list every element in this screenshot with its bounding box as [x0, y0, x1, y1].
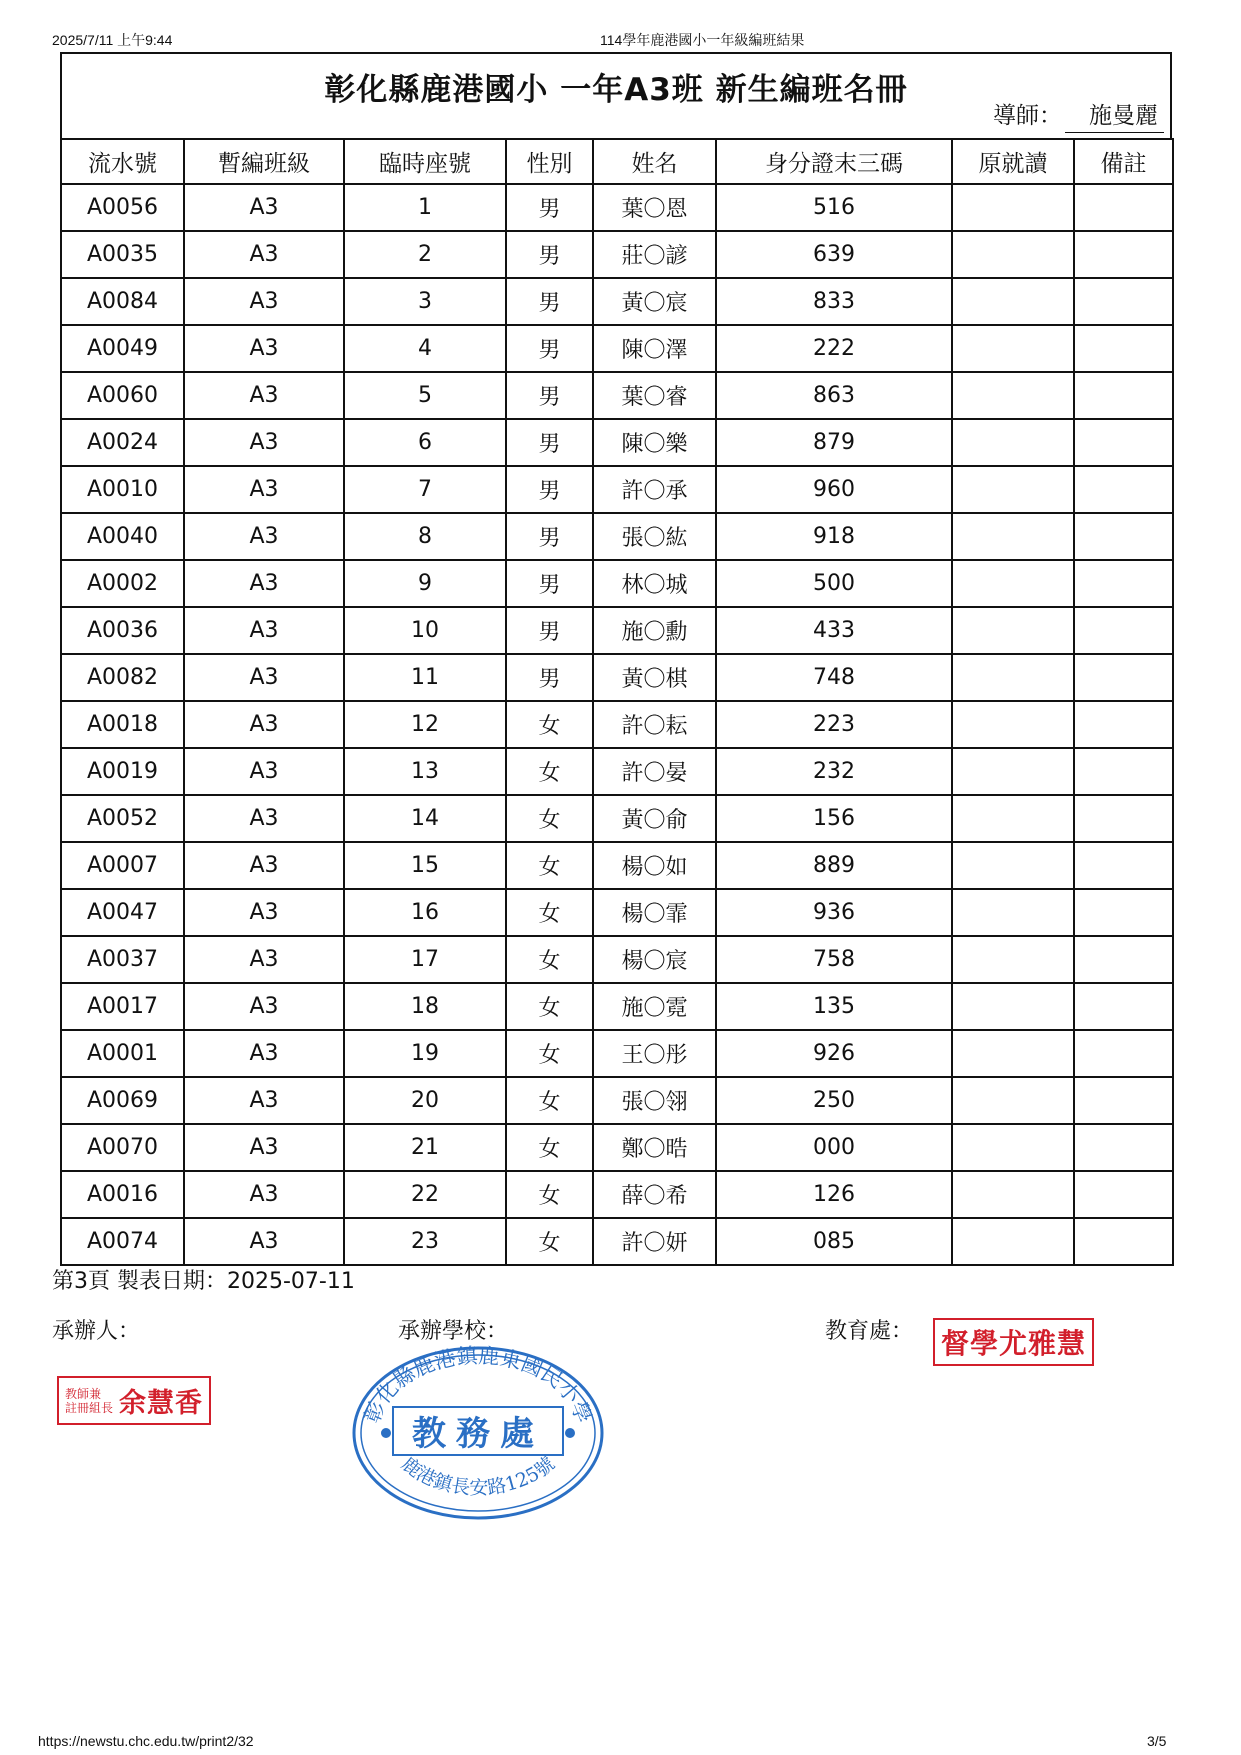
table-cell: 楊〇霏	[593, 889, 716, 936]
table-cell: A3	[184, 466, 344, 513]
table-cell: 223	[716, 701, 952, 748]
table-cell: 女	[506, 983, 593, 1030]
table-cell: A3	[184, 1077, 344, 1124]
table-cell: 楊〇宸	[593, 936, 716, 983]
table-cell	[952, 560, 1074, 607]
table-row	[61, 795, 1173, 842]
table-body	[61, 184, 1173, 1265]
table-cell	[952, 748, 1074, 795]
table-cell: 女	[506, 1171, 593, 1218]
table-cell: 黃〇俞	[593, 795, 716, 842]
table-cell: A0019	[61, 748, 184, 795]
table-cell: 3	[344, 278, 506, 325]
table-cell: 男	[506, 419, 593, 466]
table-cell	[1074, 1124, 1173, 1171]
table-row	[61, 701, 1173, 748]
table-cell: 8	[344, 513, 506, 560]
table-cell: 女	[506, 1030, 593, 1077]
table-cell: A0060	[61, 372, 184, 419]
table-row	[61, 466, 1173, 513]
table-cell: A3	[184, 748, 344, 795]
roster-table	[60, 138, 1174, 1266]
table-cell: 13	[344, 748, 506, 795]
table-cell	[1074, 795, 1173, 842]
table-cell	[952, 231, 1074, 278]
table-row	[61, 889, 1173, 936]
table-cell: 000	[716, 1124, 952, 1171]
table-cell: 男	[506, 654, 593, 701]
table-cell: A3	[184, 1030, 344, 1077]
table-cell: 男	[506, 513, 593, 560]
table-cell: 葉〇恩	[593, 184, 716, 231]
table-cell: 女	[506, 701, 593, 748]
table-cell: 男	[506, 278, 593, 325]
table-cell: 10	[344, 607, 506, 654]
table-cell	[1074, 748, 1173, 795]
table-cell: 4	[344, 325, 506, 372]
table-cell: 女	[506, 1077, 593, 1124]
table-cell: 250	[716, 1077, 952, 1124]
table-cell: A3	[184, 795, 344, 842]
table-cell: A0037	[61, 936, 184, 983]
table-cell: A0056	[61, 184, 184, 231]
table-cell	[952, 1218, 1074, 1265]
column-header: 備註	[1074, 139, 1173, 184]
table-cell: A3	[184, 654, 344, 701]
table-cell: A0052	[61, 795, 184, 842]
table-cell: 23	[344, 1218, 506, 1265]
table-cell: A0024	[61, 419, 184, 466]
table-row	[61, 654, 1173, 701]
table-cell: 許〇妍	[593, 1218, 716, 1265]
table-cell	[1074, 513, 1173, 560]
table-cell: A3	[184, 1218, 344, 1265]
table-cell	[952, 419, 1074, 466]
table-cell	[952, 513, 1074, 560]
table-cell: 鄭〇晧	[593, 1124, 716, 1171]
table-cell: A0070	[61, 1124, 184, 1171]
print-timestamp: 2025/7/11 上午9:44	[52, 32, 173, 48]
table-cell: 11	[344, 654, 506, 701]
table-row	[61, 560, 1173, 607]
table-cell: 黃〇棋	[593, 654, 716, 701]
table-cell: 張〇翎	[593, 1077, 716, 1124]
table-cell: 施〇霓	[593, 983, 716, 1030]
table-row	[61, 1171, 1173, 1218]
table-cell: A3	[184, 983, 344, 1030]
table-cell: A3	[184, 278, 344, 325]
table-cell	[1074, 607, 1173, 654]
table-cell: 男	[506, 607, 593, 654]
made-date: 第3頁 製表日期：2025-07-11	[52, 1269, 355, 1294]
table-cell: A0007	[61, 842, 184, 889]
handler-stamp-name: 余慧香	[119, 1388, 204, 1419]
table-cell: A0069	[61, 1077, 184, 1124]
table-cell	[1074, 184, 1173, 231]
handler-stamp-title-1: 教師兼	[65, 1386, 102, 1401]
table-row	[61, 1218, 1173, 1265]
table-cell	[952, 184, 1074, 231]
table-cell: 926	[716, 1030, 952, 1077]
table-cell: 936	[716, 889, 952, 936]
table-cell: A3	[184, 513, 344, 560]
table-cell	[952, 983, 1074, 1030]
table-cell: 833	[716, 278, 952, 325]
table-cell: 22	[344, 1171, 506, 1218]
column-header: 流水號	[61, 139, 184, 184]
table-cell: A0084	[61, 278, 184, 325]
table-row	[61, 231, 1173, 278]
table-cell: A0017	[61, 983, 184, 1030]
table-cell: A3	[184, 936, 344, 983]
table-cell	[1074, 560, 1173, 607]
table-cell: 2	[344, 231, 506, 278]
school-label: 承辦學校：	[398, 1319, 509, 1344]
table-cell: 918	[716, 513, 952, 560]
table-cell: A3	[184, 1171, 344, 1218]
table-cell: 085	[716, 1218, 952, 1265]
table-cell: 楊〇如	[593, 842, 716, 889]
table-cell: 889	[716, 842, 952, 889]
table-cell: A0018	[61, 701, 184, 748]
table-cell: 男	[506, 325, 593, 372]
table-cell: 15	[344, 842, 506, 889]
table-row	[61, 325, 1173, 372]
table-header-row	[61, 139, 1173, 184]
seal-center-text: 教務處	[412, 1414, 544, 1454]
table-row	[61, 1124, 1173, 1171]
edu-inspector-stamp: 督學尤雅慧	[933, 1318, 1094, 1366]
table-cell: 男	[506, 231, 593, 278]
table-cell: 女	[506, 936, 593, 983]
table-row	[61, 607, 1173, 654]
table-cell: 男	[506, 560, 593, 607]
table-cell: 女	[506, 1218, 593, 1265]
table-cell	[1074, 1030, 1173, 1077]
table-cell: 14	[344, 795, 506, 842]
table-cell: 女	[506, 889, 593, 936]
table-cell: A3	[184, 419, 344, 466]
table-cell: 9	[344, 560, 506, 607]
column-header: 姓名	[593, 139, 716, 184]
seal-ring-text: 彰化縣鹿港鎮鹿東國民小學	[359, 1343, 597, 1427]
table-cell: 女	[506, 1124, 593, 1171]
table-cell: 許〇耘	[593, 701, 716, 748]
table-row	[61, 372, 1173, 419]
table-cell	[952, 372, 1074, 419]
table-cell: 748	[716, 654, 952, 701]
table-row	[61, 936, 1173, 983]
table-cell	[1074, 654, 1173, 701]
table-cell: A0002	[61, 560, 184, 607]
table-cell	[952, 795, 1074, 842]
table-cell	[952, 466, 1074, 513]
table-cell: 男	[506, 184, 593, 231]
table-cell: 許〇晏	[593, 748, 716, 795]
table-cell	[952, 1171, 1074, 1218]
table-cell: A0074	[61, 1218, 184, 1265]
table-row	[61, 1077, 1173, 1124]
seal-flower-icon	[565, 1428, 575, 1438]
table-cell: A3	[184, 231, 344, 278]
table-cell: A3	[184, 701, 344, 748]
table-row	[61, 513, 1173, 560]
table-row	[61, 1030, 1173, 1077]
table-cell	[1074, 983, 1173, 1030]
seal-address-text: 鹿港鎮長安路125號	[396, 1452, 560, 1500]
table-cell: A0040	[61, 513, 184, 560]
table-cell: A0036	[61, 607, 184, 654]
table-cell: A0035	[61, 231, 184, 278]
table-cell: 林〇城	[593, 560, 716, 607]
table-cell	[1074, 466, 1173, 513]
handler-label: 承辦人：	[52, 1319, 141, 1344]
table-cell	[952, 654, 1074, 701]
table-cell: 758	[716, 936, 952, 983]
table-cell	[952, 842, 1074, 889]
table-cell	[1074, 278, 1173, 325]
table-cell: 女	[506, 795, 593, 842]
table-cell	[952, 325, 1074, 372]
table-cell: 許〇承	[593, 466, 716, 513]
table-cell: 156	[716, 795, 952, 842]
roster-sheet	[60, 52, 1172, 1266]
table-cell	[1074, 1077, 1173, 1124]
column-header: 性別	[506, 139, 593, 184]
table-cell	[1074, 325, 1173, 372]
table-cell: A3	[184, 184, 344, 231]
teacher-label: 導師：	[993, 103, 1062, 129]
teacher-name: 施曼麗	[1065, 97, 1164, 133]
table-cell	[952, 889, 1074, 936]
table-cell	[952, 936, 1074, 983]
column-header: 原就讀	[952, 139, 1074, 184]
table-cell	[1074, 372, 1173, 419]
page-title: 彰化縣鹿港國小 一年A3班 新生編班名冊	[324, 72, 908, 108]
table-cell: A3	[184, 1124, 344, 1171]
table-cell: A3	[184, 560, 344, 607]
table-cell	[1074, 701, 1173, 748]
table-cell: 6	[344, 419, 506, 466]
table-cell: 516	[716, 184, 952, 231]
table-cell	[1074, 419, 1173, 466]
table-cell: 張〇紘	[593, 513, 716, 560]
table-cell: 879	[716, 419, 952, 466]
table-cell: 21	[344, 1124, 506, 1171]
table-cell: 陳〇樂	[593, 419, 716, 466]
table-cell: A0047	[61, 889, 184, 936]
seal-flower-icon	[381, 1428, 391, 1438]
table-cell	[1074, 842, 1173, 889]
page-url: https://newstu.chc.edu.tw/print2/32	[38, 1733, 254, 1749]
table-cell: 232	[716, 748, 952, 795]
table-cell: A0049	[61, 325, 184, 372]
table-row	[61, 184, 1173, 231]
table-cell: 639	[716, 231, 952, 278]
school-seal-icon	[350, 1333, 606, 1523]
table-cell	[1074, 1218, 1173, 1265]
table-cell: 222	[716, 325, 952, 372]
table-cell: 18	[344, 983, 506, 1030]
table-cell	[1074, 936, 1173, 983]
table-row	[61, 842, 1173, 889]
table-cell	[1074, 1171, 1173, 1218]
table-cell: 5	[344, 372, 506, 419]
table-cell: 女	[506, 748, 593, 795]
table-cell: 男	[506, 372, 593, 419]
table-cell: 500	[716, 560, 952, 607]
table-row	[61, 419, 1173, 466]
table-cell: A0001	[61, 1030, 184, 1077]
table-cell: A3	[184, 325, 344, 372]
table-cell: 16	[344, 889, 506, 936]
table-cell: 20	[344, 1077, 506, 1124]
table-cell: 施〇勳	[593, 607, 716, 654]
table-cell: A0016	[61, 1171, 184, 1218]
table-cell: A3	[184, 842, 344, 889]
edu-office-label: 教育處：	[825, 1319, 914, 1344]
column-header: 身分證末三碼	[716, 139, 952, 184]
table-cell: 王〇彤	[593, 1030, 716, 1077]
table-cell: 薛〇希	[593, 1171, 716, 1218]
table-row	[61, 278, 1173, 325]
table-cell: 135	[716, 983, 952, 1030]
table-cell	[952, 607, 1074, 654]
handler-stamp-title-2: 註冊組長	[65, 1400, 114, 1415]
table-cell: 7	[344, 466, 506, 513]
table-cell: 男	[506, 466, 593, 513]
column-header: 臨時座號	[344, 139, 506, 184]
table-cell: 960	[716, 466, 952, 513]
table-cell: 葉〇睿	[593, 372, 716, 419]
table-cell	[952, 1030, 1074, 1077]
table-cell: 126	[716, 1171, 952, 1218]
table-cell: 12	[344, 701, 506, 748]
table-cell: 陳〇澤	[593, 325, 716, 372]
table-cell: A0082	[61, 654, 184, 701]
table-cell: 1	[344, 184, 506, 231]
page-counter: 3/5	[1147, 1733, 1167, 1749]
table-cell: A3	[184, 889, 344, 936]
table-cell	[952, 1077, 1074, 1124]
table-cell	[952, 278, 1074, 325]
table-cell: 莊〇諺	[593, 231, 716, 278]
title-block	[60, 52, 1172, 138]
table-cell: A3	[184, 372, 344, 419]
table-row	[61, 983, 1173, 1030]
handler-stamp	[57, 1376, 211, 1425]
column-header: 暫編班級	[184, 139, 344, 184]
table-cell	[952, 1124, 1074, 1171]
table-cell: 19	[344, 1030, 506, 1077]
table-cell: 433	[716, 607, 952, 654]
table-cell	[1074, 231, 1173, 278]
table-cell: A3	[184, 607, 344, 654]
table-cell	[952, 701, 1074, 748]
table-cell: 女	[506, 842, 593, 889]
table-cell: A0010	[61, 466, 184, 513]
table-cell	[1074, 889, 1173, 936]
table-cell: 863	[716, 372, 952, 419]
table-cell: 黃〇宸	[593, 278, 716, 325]
table-row	[61, 748, 1173, 795]
table-cell: 17	[344, 936, 506, 983]
document-header: 114學年鹿港國小一年級編班結果	[600, 32, 805, 48]
